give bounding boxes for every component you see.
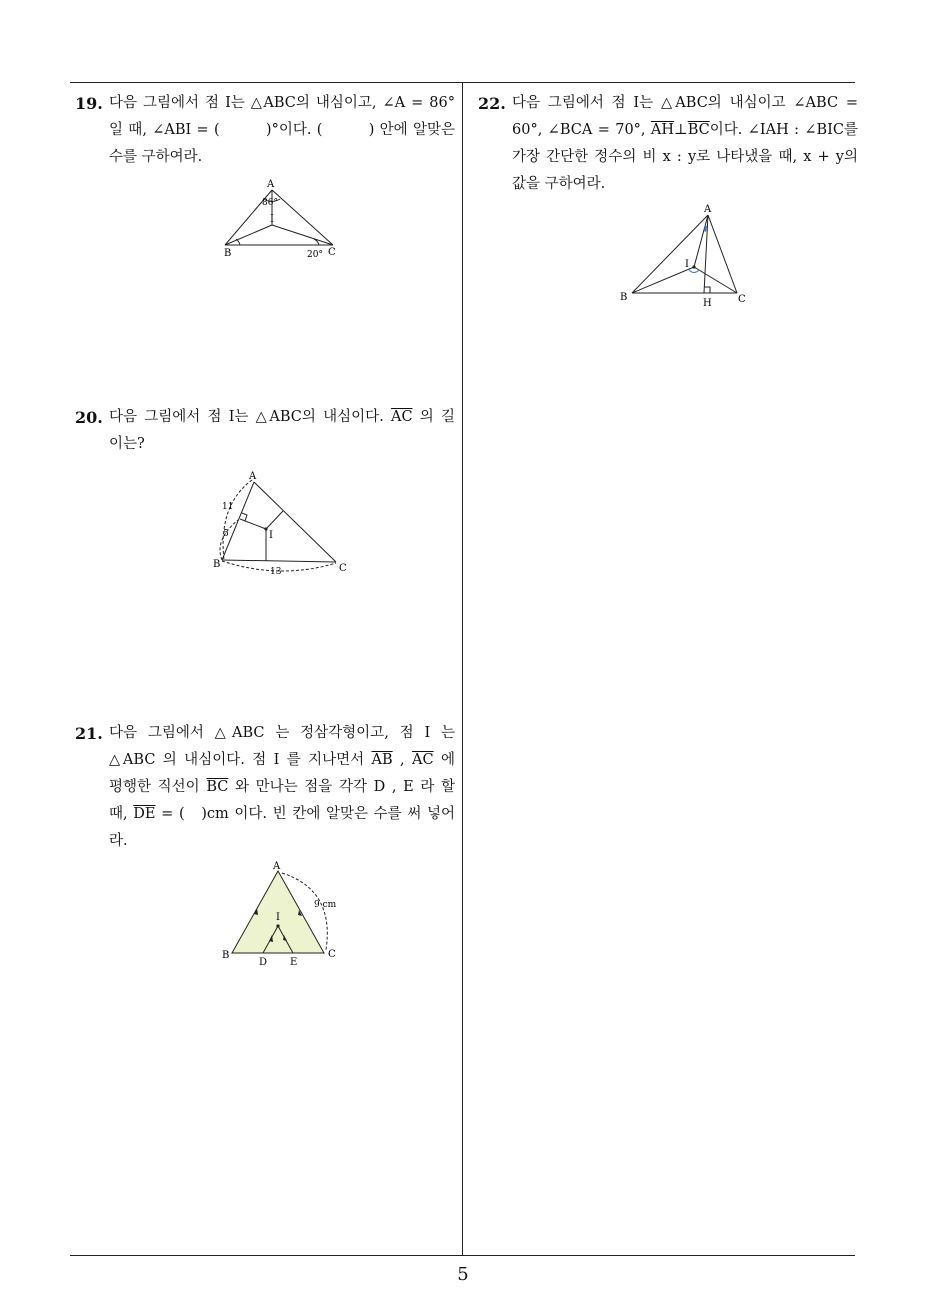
problem-text-line: △ABC 의 내심이다. 점 I 를 지나면서 $\overline{AB}$ , $\overline{AC}$ 에 bbox=[109, 752, 455, 768]
problem-number: 22. bbox=[478, 94, 506, 113]
label-D: D bbox=[259, 957, 268, 968]
label-E: E bbox=[290, 957, 298, 968]
label-C: C bbox=[339, 563, 347, 574]
label-A: A bbox=[704, 204, 712, 215]
label-A: A bbox=[249, 471, 257, 482]
label-C: C bbox=[738, 294, 746, 305]
label-B: B bbox=[222, 950, 230, 961]
label-I: I bbox=[269, 530, 273, 541]
problem-text-line: 때, $\overline{DE}$ = ( )cm 이다. 빈 칸에 알맞은 수를 써 넣어 bbox=[109, 806, 456, 822]
problem-text-line: 수를 구하여라. bbox=[109, 149, 203, 165]
label-H: H bbox=[703, 298, 712, 309]
label-B: B bbox=[224, 248, 232, 259]
problem-text-line: 다음 그림에서 △ABC 는 정삼각형이고, 점 I 는 bbox=[109, 725, 455, 741]
problem-text-line: 다음 그림에서 점 I는 △ABC의 내심이고, ∠A = 86° bbox=[109, 95, 455, 111]
problem-text-line: 값을 구하여라. bbox=[512, 176, 606, 192]
label-B: B bbox=[213, 559, 221, 570]
label-I: I bbox=[270, 214, 274, 225]
problem-text-line: 다음 그림에서 점 I는 △ABC의 내심이다. $\overline{AC}$ 의 길 bbox=[109, 409, 455, 425]
label-C: C bbox=[328, 949, 336, 960]
problem-text-line: 이는? bbox=[109, 436, 145, 452]
label-angle-A: 86° bbox=[262, 198, 278, 208]
label-B: B bbox=[620, 292, 628, 303]
label-A: A bbox=[267, 179, 275, 190]
label-length-AC: 9 cm bbox=[314, 900, 337, 910]
label-length-segment: 5 bbox=[223, 529, 229, 539]
problem-text-line: 일 때, ∠ABI = ( )°이다. ( ) 안에 알맞은 bbox=[109, 122, 455, 138]
label-I: I bbox=[685, 259, 689, 270]
problem-text-line: 가장 간단한 정수의 비 x : y로 나타냈을 때, x + y의 bbox=[512, 149, 858, 165]
page-number: 5 bbox=[457, 1264, 469, 1285]
label-I: I bbox=[276, 912, 280, 923]
label-A: A bbox=[273, 861, 281, 872]
problem-number: 20. bbox=[75, 408, 103, 427]
label-angle-C: 20° bbox=[307, 250, 323, 260]
problem-number: 21. bbox=[75, 724, 103, 743]
problem-text-line: 60°, ∠BCA = 70°, $\overline{AH}\perp\overline{BC}$이다. ∠IAH : ∠BIC를 bbox=[512, 122, 858, 138]
problem-text-line: 평행한 직선이 $\overline{BC}$ 와 만나는 점을 각각 D , E 라 할 bbox=[109, 779, 455, 795]
problem-text-line: 라. bbox=[109, 833, 128, 849]
label-length-BC: 13 bbox=[270, 567, 282, 577]
label-C: C bbox=[328, 247, 336, 258]
problem-text-line: 다음 그림에서 점 I는 △ABC의 내심이고 ∠ABC = bbox=[512, 95, 858, 111]
label-length-AB: 11 bbox=[222, 502, 234, 512]
problem-number: 19. bbox=[75, 94, 103, 113]
